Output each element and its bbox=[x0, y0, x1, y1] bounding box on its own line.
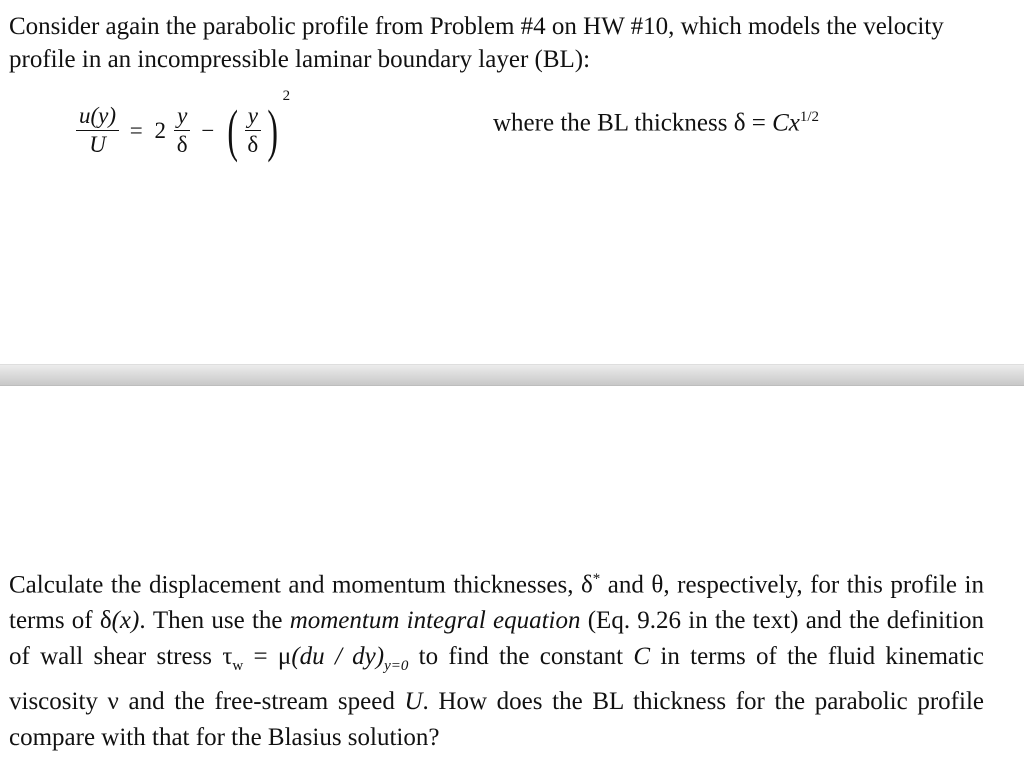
first-fraction-numerator: y bbox=[174, 102, 190, 131]
question-text-2: and bbox=[600, 571, 652, 599]
momentum-thickness-symbol: θ bbox=[651, 571, 664, 599]
viscosity-symbol: ν bbox=[107, 688, 119, 716]
question-text-6: = μ bbox=[243, 643, 292, 671]
derivative-subscript: y=0 bbox=[384, 658, 409, 675]
intro-paragraph: Consider again the parabolic profile from Problem #4 on HW #10, which models the velocity profile in an incompressible laminar boundary layer (BL): bbox=[9, 13, 944, 73]
delta-symbol: δ bbox=[733, 109, 746, 137]
second-fraction-numerator: y bbox=[245, 102, 261, 131]
x-argument: (x) bbox=[111, 607, 140, 635]
constant-c: C bbox=[633, 643, 651, 671]
velocity-profile-equation bbox=[74, 88, 291, 163]
question-text-5: (Eq. 9.26 in the text) and the definition of wall shear stress bbox=[9, 607, 984, 671]
question-text-8: in terms of the fluid kinematic viscosity bbox=[9, 643, 984, 716]
free-stream-speed-symbol: U bbox=[404, 688, 423, 716]
second-fraction-denominator: δ bbox=[247, 132, 259, 158]
second-fraction bbox=[244, 102, 261, 159]
right-paren: ) bbox=[267, 97, 279, 163]
lhs-numerator: u(y) bbox=[76, 102, 119, 131]
question-text-4: . Then use the bbox=[139, 607, 290, 635]
left-paren: ( bbox=[227, 97, 239, 163]
equals-sign: = bbox=[129, 117, 143, 143]
where-equals: = bbox=[745, 109, 773, 137]
question-text-3: , respectively, for this profile in terms of bbox=[9, 571, 984, 635]
minus-sign: − bbox=[201, 117, 215, 143]
lhs-fraction bbox=[76, 102, 119, 159]
where-text: where the BL thickness bbox=[493, 109, 734, 137]
question-text-1: Calculate the displacement and momentum thicknesses, bbox=[9, 571, 582, 599]
wall-shear-symbol: τ bbox=[222, 643, 233, 671]
question-text-9: and the free-stream speed bbox=[118, 688, 405, 716]
squared-exponent: 2 bbox=[282, 88, 291, 104]
star-superscript: * bbox=[592, 571, 601, 587]
cx-exponent: 1/2 bbox=[799, 109, 820, 125]
first-fraction-denominator: δ bbox=[176, 132, 188, 158]
velocity-derivative: (du / dy) bbox=[291, 643, 385, 671]
section-divider bbox=[0, 364, 1024, 386]
bl-thickness-definition bbox=[493, 101, 819, 139]
first-fraction bbox=[174, 102, 191, 159]
momentum-integral-emphasis: momentum integral equation bbox=[289, 607, 581, 635]
delta-of-x-symbol: δ bbox=[99, 607, 112, 635]
question-text-10: . How does the BL thickness for the parabolic profile compare with that for the Blasius solution? bbox=[9, 688, 984, 752]
displacement-thickness-symbol: δ bbox=[581, 571, 593, 599]
question-text-7: to find the constant bbox=[408, 643, 634, 671]
cx-term: Cx bbox=[772, 109, 800, 137]
question-paragraph bbox=[9, 561, 984, 756]
wall-subscript: w bbox=[232, 658, 244, 675]
lhs-denominator: U bbox=[89, 132, 106, 158]
coefficient: 2 bbox=[154, 117, 167, 143]
